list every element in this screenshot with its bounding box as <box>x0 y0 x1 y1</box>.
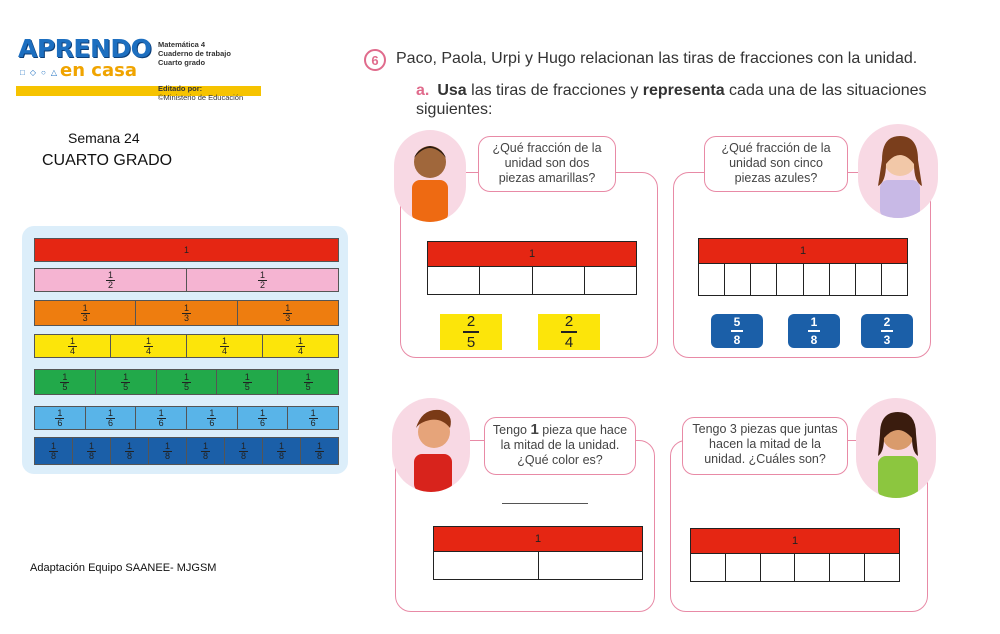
fraction-piece <box>111 335 187 357</box>
fraction-denominator: 3 <box>183 312 189 323</box>
fraction-wall-row <box>34 406 339 430</box>
boy-avatar <box>394 130 466 222</box>
fraction-numerator: 1 <box>297 335 303 346</box>
option-numerator: 2 <box>466 313 476 331</box>
option-denominator: 5 <box>466 333 476 351</box>
fraction-denominator: 4 <box>297 345 303 356</box>
fraction-denominator: 5 <box>305 381 311 392</box>
fraction-label <box>304 373 313 392</box>
strip-cell[interactable] <box>726 554 761 581</box>
fraction-denominator: 8 <box>164 450 170 461</box>
fraction-piece <box>238 301 338 325</box>
editor-meta <box>158 84 243 102</box>
fraction-label <box>125 442 134 461</box>
fraction-piece <box>35 269 187 291</box>
fraction-label <box>157 409 166 428</box>
answer-option-2-4[interactable] <box>538 314 600 350</box>
edited-label: Editado por: <box>158 84 203 93</box>
instruction-bold: representa <box>642 82 725 99</box>
answer-blank-line[interactable] <box>502 503 588 504</box>
option-numerator: 2 <box>883 315 891 330</box>
instruction-text: cada una de las situaciones siguientes: <box>416 82 927 118</box>
fraction-label <box>68 337 77 356</box>
strip-unit-label: 1 <box>699 239 907 264</box>
fraction-label <box>243 373 252 392</box>
fraction-numerator: 1 <box>82 302 88 313</box>
girl-avatar <box>858 124 938 218</box>
fraction-numerator: 1 <box>259 269 265 280</box>
fraction-denominator: 5 <box>183 381 189 392</box>
fraction-piece <box>301 438 338 464</box>
logo-main-text: APRENDO <box>18 34 152 63</box>
fraction-denominator: 3 <box>285 312 291 323</box>
unit-strip <box>427 241 637 295</box>
bubble-bold-number: 1 <box>530 421 539 438</box>
fraction-piece <box>288 407 338 429</box>
fraction-denominator: 6 <box>107 417 113 428</box>
fraction-numerator: 1 <box>145 335 151 346</box>
question-bubble <box>484 417 636 475</box>
fraction-label <box>163 442 172 461</box>
strip-cell[interactable] <box>795 554 830 581</box>
fraction-numerator: 1 <box>62 371 68 382</box>
fraction-label <box>239 442 248 461</box>
fraction-label <box>182 304 191 323</box>
fraction-denominator: 4 <box>221 345 227 356</box>
fraction-numerator: 1 <box>50 440 56 451</box>
fraction-denominator: 8 <box>202 450 208 461</box>
strip-cells[interactable] <box>691 554 899 581</box>
strip-cell[interactable] <box>725 264 751 295</box>
fraction-numerator: 1 <box>164 440 170 451</box>
fraction-wall-row <box>34 437 339 465</box>
option-numerator: 1 <box>810 315 818 330</box>
fraction-denominator: 6 <box>310 417 316 428</box>
fraction-label <box>315 442 324 461</box>
fraction-label <box>207 409 216 428</box>
fraction-wall-row <box>34 300 339 326</box>
fraction-piece <box>73 438 111 464</box>
bubble-text: Tengo <box>492 423 531 437</box>
fraction-denominator: 6 <box>57 417 63 428</box>
fraction-numerator: 1 <box>209 407 215 418</box>
girl-figure-icon <box>858 124 938 218</box>
fraction-numerator: 1 <box>278 440 284 451</box>
adaptation-credit: Adaptación Equipo SAANEE- MJGSM <box>30 562 217 574</box>
fraction-numerator: 1 <box>316 440 322 451</box>
fraction-piece <box>149 438 187 464</box>
question-number-badge: 6 <box>364 49 386 71</box>
fraction-piece <box>35 438 73 464</box>
fraction-piece <box>96 370 157 394</box>
meta-line: Cuarto grado <box>158 58 206 67</box>
logo-dots: □◇○△ <box>20 68 62 77</box>
strip-cell[interactable] <box>751 264 777 295</box>
fraction-denominator: 5 <box>123 381 129 392</box>
option-numerator: 5 <box>733 315 741 330</box>
grade-label: CUARTO GRADO <box>42 152 173 169</box>
fraction-numerator: 1 <box>244 371 250 382</box>
strip-cell[interactable] <box>830 264 856 295</box>
edited-by: ©Ministerio de Educación <box>158 93 244 102</box>
fraction-denominator: 5 <box>62 381 68 392</box>
strip-unit-label: 1 <box>428 242 636 267</box>
option-numerator: 2 <box>564 313 574 331</box>
option-denominator: 8 <box>810 332 818 347</box>
strip-cell[interactable] <box>428 267 480 294</box>
fraction-label <box>283 304 292 323</box>
fraction-piece <box>157 370 218 394</box>
fraction-piece <box>217 370 278 394</box>
option-denominator: 8 <box>733 332 741 347</box>
fraction-label <box>81 304 90 323</box>
strip-cell[interactable] <box>539 552 643 579</box>
fraction-piece <box>263 438 301 464</box>
strip-cell[interactable] <box>434 552 539 579</box>
fraction-piece <box>187 269 338 291</box>
fraction-denominator: 6 <box>260 417 266 428</box>
strip-cells[interactable] <box>428 267 636 294</box>
fraction-label <box>258 409 267 428</box>
strip-cell[interactable] <box>699 264 725 295</box>
strip-cells[interactable] <box>434 552 642 579</box>
meta-line: Cuaderno de trabajo <box>158 49 231 58</box>
fraction-numerator: 1 <box>183 371 189 382</box>
fraction-denominator: 8 <box>316 450 322 461</box>
fraction-numerator: 1 <box>123 371 129 382</box>
strip-cell[interactable] <box>830 554 865 581</box>
answer-option-2-5[interactable] <box>440 314 502 350</box>
fraction-piece <box>35 335 111 357</box>
fraction-label <box>106 271 115 290</box>
fraction-numerator: 1 <box>221 335 227 346</box>
fraction-label <box>87 442 96 461</box>
fraction-piece <box>35 301 136 325</box>
strip-cell[interactable] <box>856 264 882 295</box>
fraction-numerator: 1 <box>202 440 208 451</box>
fraction-piece <box>187 438 225 464</box>
fraction-denominator: 8 <box>88 450 94 461</box>
week-label: Semana 24 <box>68 130 140 146</box>
fraction-numerator: 1 <box>158 407 164 418</box>
fraction-numerator: 1 <box>69 335 75 346</box>
fraction-numerator: 1 <box>107 269 113 280</box>
fraction-numerator: 1 <box>183 302 189 313</box>
fraction-numerator: 1 <box>240 440 246 451</box>
fraction-denominator: 4 <box>145 345 151 356</box>
question-bubble: ¿Qué fracción de la unidad son dos piezas amarillas? <box>478 136 616 192</box>
fraction-piece <box>86 407 137 429</box>
fraction-numerator: 1 <box>310 407 316 418</box>
fraction-label <box>55 409 64 428</box>
boy2-figure-icon <box>392 398 470 492</box>
fraction-numerator: 1 <box>260 407 266 418</box>
fraction-numerator: 1 <box>305 371 311 382</box>
logo-sub-text: en casa <box>60 60 137 81</box>
fraction-label <box>49 442 58 461</box>
answer-option-5-8[interactable] <box>711 314 763 348</box>
fraction-label <box>144 337 153 356</box>
bubble-text: pieza que hace la mitad de la unidad. ¿Qué color es? <box>500 423 628 467</box>
girl2-figure-icon <box>856 398 936 498</box>
strip-cell[interactable] <box>865 554 899 581</box>
strip-cell[interactable] <box>691 554 726 581</box>
fraction-numerator: 1 <box>126 440 132 451</box>
question-bubble: ¿Qué fracción de la unidad son cinco piezas azules? <box>704 136 848 192</box>
fraction-denominator: 2 <box>259 279 265 290</box>
strip-unit-label: 1 <box>691 529 899 554</box>
fraction-denominator: 8 <box>278 450 284 461</box>
fraction-piece <box>263 335 338 357</box>
fraction-numerator: 1 <box>107 407 113 418</box>
fraction-piece <box>136 301 237 325</box>
fraction-piece <box>111 438 149 464</box>
fraction-wall-row <box>34 334 339 358</box>
fraction-label <box>296 337 305 356</box>
fraction-denominator: 5 <box>244 381 250 392</box>
fraction-piece <box>225 438 263 464</box>
meta-line: Matemática 4 <box>158 40 206 49</box>
fraction-label <box>309 409 318 428</box>
fraction-label <box>201 442 210 461</box>
fraction-piece <box>187 407 238 429</box>
fraction-denominator: 8 <box>126 450 132 461</box>
question-bubble: Tengo 3 piezas que juntas hacen la mitad de la unidad. ¿Cuáles son? <box>682 417 848 475</box>
fraction-piece <box>278 370 338 394</box>
fraction-denominator: 6 <box>158 417 164 428</box>
fraction-wall-row <box>34 369 339 395</box>
fraction-piece <box>238 407 289 429</box>
fraction-denominator: 3 <box>82 312 88 323</box>
unit-strip <box>698 238 908 296</box>
sub-question-letter: a. <box>416 82 430 99</box>
answer-option-2-3[interactable] <box>861 314 913 348</box>
fraction-label <box>182 373 191 392</box>
fraction-piece <box>136 407 187 429</box>
fraction-denominator: 8 <box>240 450 246 461</box>
fraction-numerator: 1 <box>88 440 94 451</box>
fraction-label <box>258 271 267 290</box>
boy2-avatar <box>392 398 470 492</box>
instruction-text: las tiras de fracciones y <box>466 82 643 99</box>
option-denominator: 4 <box>564 333 574 351</box>
girl2-avatar <box>856 398 936 498</box>
strip-cells[interactable] <box>699 264 907 295</box>
fraction-denominator: 2 <box>107 279 113 290</box>
fraction-denominator: 4 <box>69 345 75 356</box>
fraction-wall <box>22 226 348 474</box>
book-meta <box>158 40 231 67</box>
strip-unit-label: 1 <box>434 527 642 552</box>
fraction-denominator: 8 <box>50 450 56 461</box>
instruction-bold: Usa <box>437 82 467 99</box>
unit-strip <box>433 526 643 580</box>
fraction-piece <box>35 407 86 429</box>
fraction-wall-row <box>34 238 339 262</box>
fraction-numerator: 1 <box>57 407 63 418</box>
sub-question-a <box>416 81 936 119</box>
question-text: Paco, Paola, Urpi y Hugo relacionan las tiras de fracciones con la unidad. <box>396 50 918 67</box>
fraction-piece <box>35 370 96 394</box>
strip-cell[interactable] <box>480 267 532 294</box>
fraction-wall-row <box>34 268 339 292</box>
boy-figure-icon <box>394 130 466 222</box>
aprendo-en-casa-logo <box>18 34 152 81</box>
fraction-label <box>121 373 130 392</box>
strip-cell[interactable] <box>777 264 803 295</box>
fraction-piece <box>187 335 263 357</box>
fraction-denominator: 6 <box>209 417 215 428</box>
strip-cell[interactable] <box>804 264 830 295</box>
unit-strip <box>690 528 900 582</box>
fraction-label <box>106 409 115 428</box>
strip-cell[interactable] <box>882 264 907 295</box>
fraction-label <box>277 442 286 461</box>
strip-cell[interactable] <box>585 267 636 294</box>
strip-cell[interactable] <box>761 554 796 581</box>
fraction-numerator: 1 <box>285 302 291 313</box>
answer-option-1-8[interactable] <box>788 314 840 348</box>
strip-cell[interactable] <box>533 267 585 294</box>
option-denominator: 3 <box>883 332 891 347</box>
fraction-label <box>220 337 229 356</box>
fraction-piece: 1 <box>183 245 189 255</box>
fraction-label <box>60 373 69 392</box>
